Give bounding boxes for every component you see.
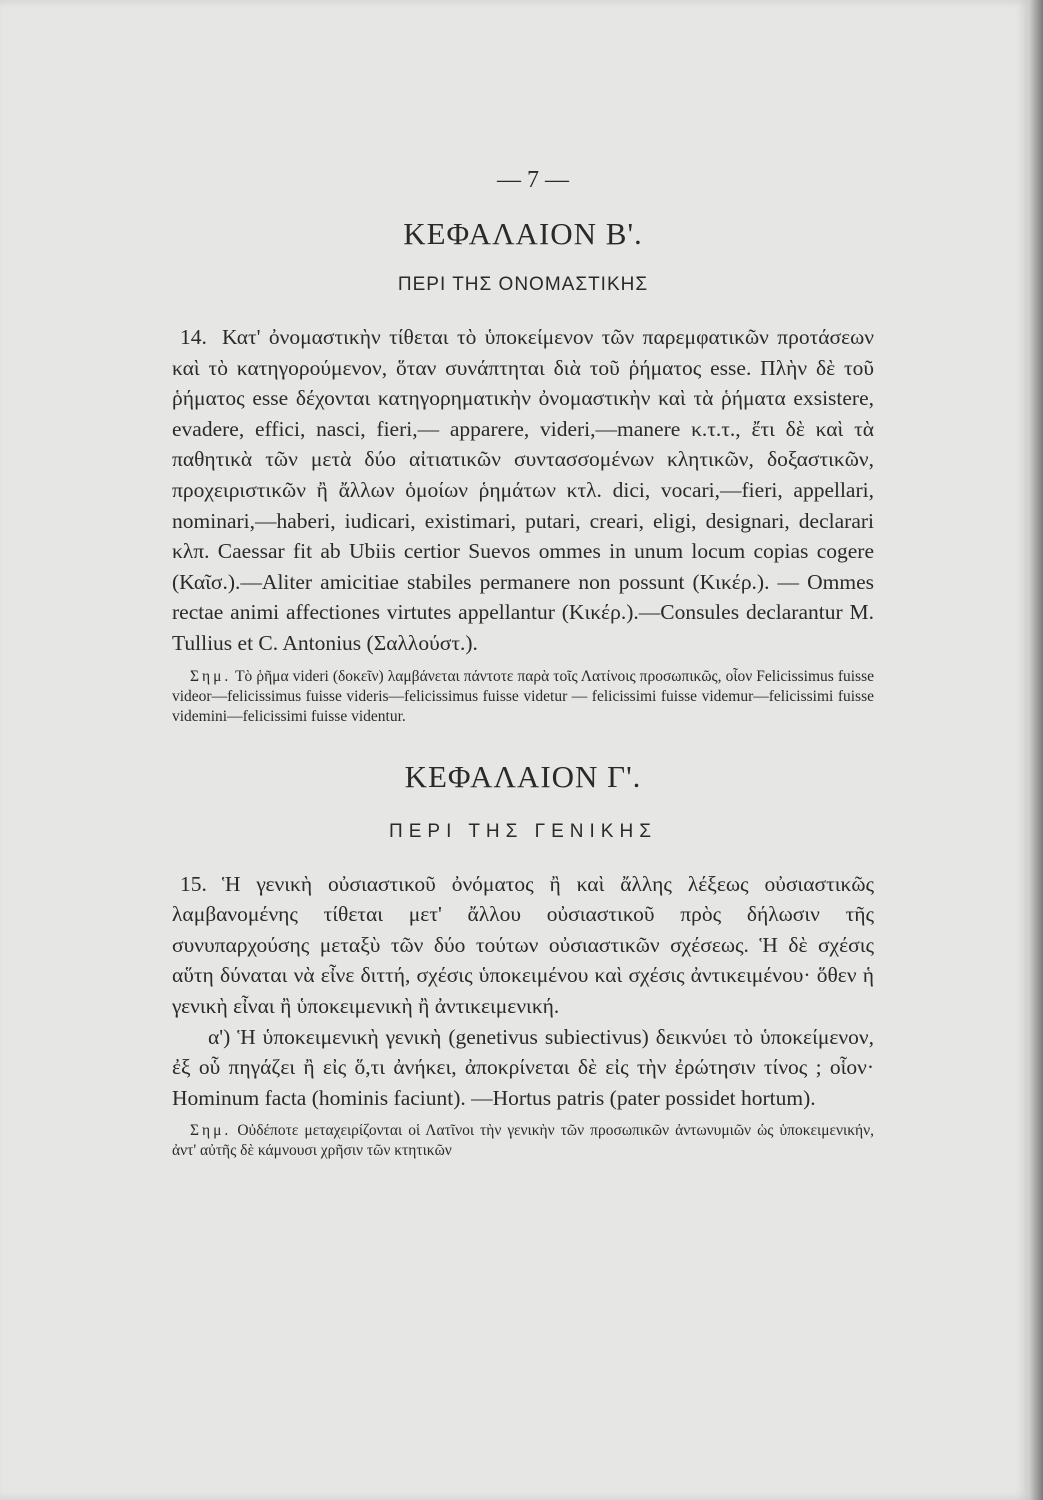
page-content [172,160,874,1161]
paragraph-text: Κατ' ὀνομαστικὴν τίθεται τὸ ὑποκείμενον τῶν παρεμφατικῶν προτάσεων καὶ τὸ κατηγορούμενον, ὅταν συνάπτηται διὰ τοῦ ῥήματος esse. Πλὴν δὲ τοῦ ῥήματος esse δέχονται κατηγορηματικὴν ὀνομαστικὴν καὶ τὰ ῥήματα exsistere, evadere, effici, nasci, fieri,— apparere, videri,—manere κ.τ.τ., ἔτι δὲ καὶ τὰ παθητικὰ τῶν μετὰ δύο αἰτιατικῶν συντασσομένων κλητικῶν, δοξαστικῶν, προχειριστικῶν ἢ ἄλλων ὁμοίων ῥημάτων κτλ. dici, vocari,—fieri, appellari, nominari,—haberi, iudicari, existimari, putari, creari, eligi, designari, declarari κλπ. Caessar fit ab Ubiis certior Suevos ommes in unum locum copias cogere (Καῖσ.).—Aliter amicitiae stabiles permanere non possunt (Κικέρ.). — Ommes rectae animi affectiones virtutes appellantur (Κικέρ.).—Consules declarantur M. Tullius et C. Antonius (Σαλλούστ.). [172,325,874,655]
chapter-title-g: ΚΕΦΑΛΑΙΟΝ Γ'. [404,758,642,794]
note-15 [172,1121,874,1161]
paragraph-15 [172,869,874,1022]
note-14 [172,667,874,727]
paragraph-number: 15. [180,871,207,896]
page-edge [1030,0,1043,1500]
paragraph-15a [172,1022,874,1114]
section-title-nominative: ΠΕΡΙ ΤΗΣ ΟΝΟΜΑΣΤΙΚΗΣ [397,274,649,295]
section-title-genitive: ΠΕΡΙ ΤΗΣ ΓΕΝΙΚΗΣ [389,820,657,842]
note-label: Σημ. [190,667,232,685]
paragraph-number: 14. [180,325,207,349]
paragraph-text: Ἡ γενικὴ οὐσιαστικοῦ ὀνόματος ἢ καὶ ἄλλης λέξεως οὐσιαστικῶς λαμβανομένης τίθεται μετ' ἄλλου οὐσιαστικοῦ πρὸς δήλωσιν τῆς συνυπαρχούσης μεταξὺ τῶν δύο τούτων οὐσιαστικῶν σχέσεως. Ἡ δὲ σχέσις αὕτη δύναται νὰ εἶνε διττή, σχέσις ὑποκειμένου καὶ σχέσις ἀντικειμένου· ὅθεν ἡ γενικὴ εἶναι ἢ ὑποκειμενικὴ ἢ ἀντικειμενική. [172,871,874,1018]
note-text: Οὐδέποτε μεταχειρίζονται οἱ Λατῖνοι τὴν γενικὴν τῶν προσωπικῶν ἀντωνυμιῶν ὡς ὑποκειμενικήν, ἀντ' αὐτῆς δὲ κάμνουσι χρῆσιν τῶν κτητικῶν [172,1122,874,1160]
note-label: Σημ. [190,1122,232,1140]
chapter-title-b: ΚΕΦΑΛΑΙΟΝ Β'. [403,216,643,251]
subparagraph-text: α') Ἡ ὑποκειμενικὴ γενικὴ (genetivus subiectivus) δεικνύει τὸ ὑποκείμενον, ἐξ οὗ πηγάζει ἢ εἰς ὅ,τι ἀνήκει, ἀποκρίνεται δὲ εἰς τὴν ἐρώτησιν τίνος ; οἷον· Hominum facta (hominis faciunt). —Hortus patris (pater possidet hortum). [172,1024,874,1110]
note-text: Τὸ ῥῆμα videri (δοκεῖν) λαμβάνεται πάντοτε παρὰ τοῖς Λατίνοις προσωπικῶς, οἷον Felicissimus fuisse videor—felicissimus fuisse videris—felicissimus fuisse videtur — felicissimi fuisse videmur—felicissimi fuisse videmini—felicissimi fuisse videntur. [172,667,874,725]
paragraph-14 [172,322,874,659]
page-number: — 7 — [497,167,569,193]
